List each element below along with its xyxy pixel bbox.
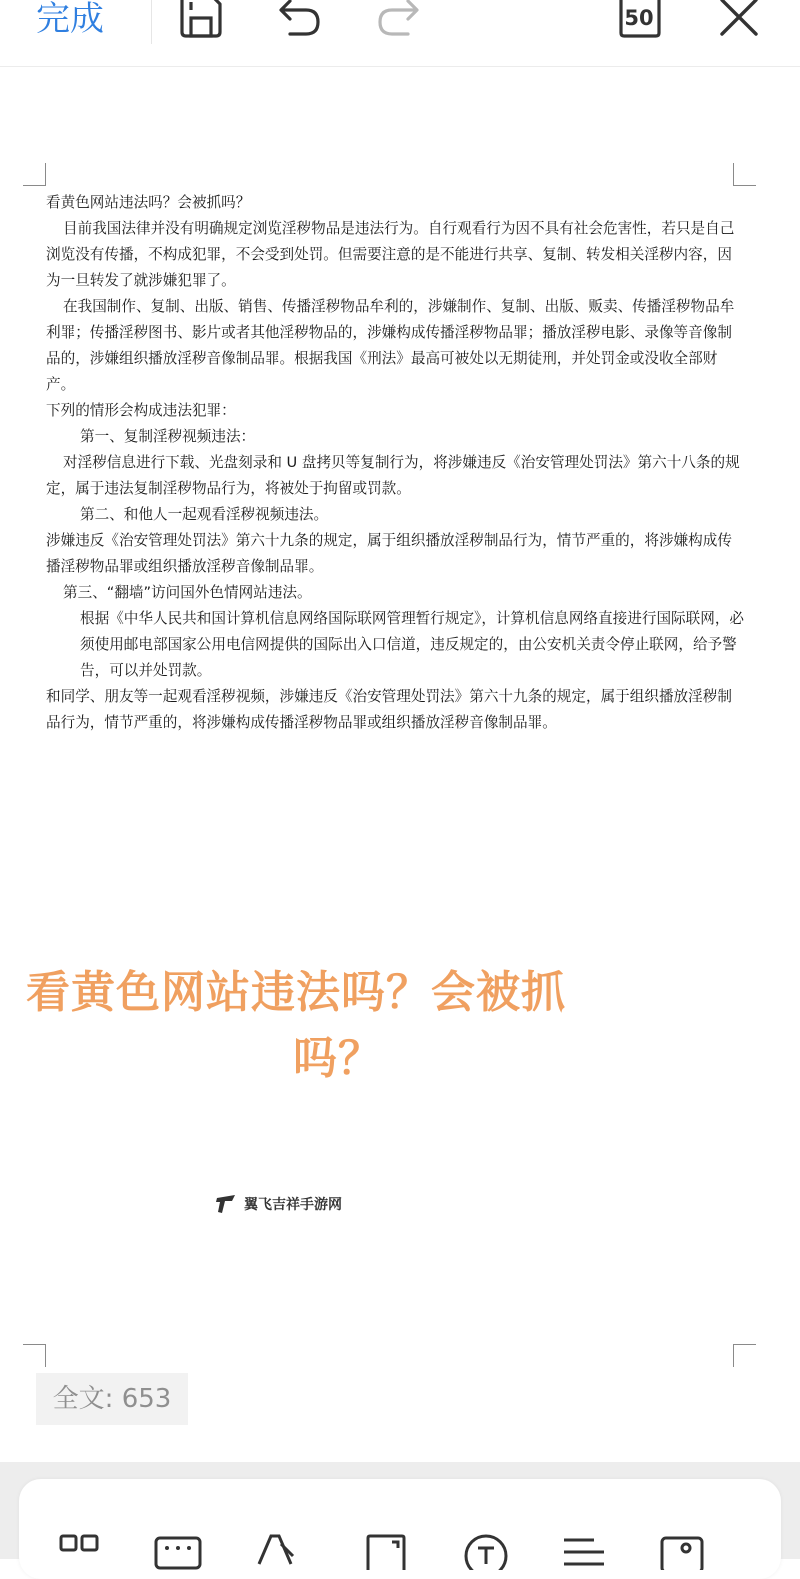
watermark-text: 翼飞吉祥手游网 — [244, 1197, 342, 1213]
document-body[interactable] — [46, 190, 746, 736]
top-toolbar — [0, 0, 800, 67]
save-icon[interactable] — [177, 0, 225, 44]
watermark-logo-icon — [214, 1192, 238, 1216]
paragraph: 根据《中华人民共和国计算机信息网络国际联网管理暂行规定》，计算机信息网络直接进行国际联网，必须使用邮电部国家公用电信网提供的国际出入口信道，违反规定的，由公安机关责令停止联网，给予警告，可以并处罚款。 — [80, 610, 745, 679]
paragraph: 涉嫌违反《治安管理处罚法》第六十九条的规定，属于组织播放淫秽制品行为，情节严重的，将涉嫌构成传播淫秽物品罪或组织播放淫秽音像制品罪。 — [46, 532, 732, 575]
undo-icon[interactable] — [276, 0, 324, 44]
image-icon[interactable] — [658, 1530, 706, 1570]
page-corner-marker — [733, 1344, 756, 1367]
redo-icon[interactable] — [374, 0, 422, 44]
paragraph: 对淫秽信息进行下载、光盘刻录和 U 盘拷贝等复制行为，将涉嫌违反《治安管理处罚法》第六十八条的规定，属于违法复制淫秽物品行为，将被处于拘留或罚款。 — [46, 454, 740, 497]
word-count-badge: 全文: 653 — [36, 1373, 188, 1425]
page-corner-marker — [733, 163, 756, 186]
pages-icon[interactable] — [618, 0, 662, 44]
paragraph: 第一、复制淫秽视频违法： — [80, 428, 256, 445]
document-title: 看黄色网站违法吗？会被抓吗？ — [46, 194, 251, 211]
text-box-icon[interactable] — [462, 1530, 510, 1570]
document-page[interactable] — [0, 67, 800, 1467]
page-count: 50 — [624, 6, 654, 30]
page-corner-marker — [23, 163, 46, 186]
keyboard-icon[interactable] — [154, 1530, 202, 1570]
paragraph: 目前我国法律并没有明确规定浏览淫秽物品是违法行为。自行观看行为因不具有社会危害性，若只是自己浏览没有传播，不构成犯罪，不会受到处罚。但需要注意的是不能进行共享、复制、转发相关淫秽内容，因为一旦转发了就涉嫌犯罪了。 — [46, 220, 735, 289]
close-icon[interactable] — [716, 0, 764, 44]
headline-line-1: 看黄色网站违法吗？会被抓 — [26, 967, 566, 1018]
page-corner-marker — [23, 1344, 46, 1367]
insert-shape-icon[interactable] — [364, 1530, 412, 1570]
paragraph: 和同学、朋友等一起观看淫秽视频，涉嫌违反《治安管理处罚法》第六十九条的规定，属于组织播放淫秽制品行为，情节严重的，将涉嫌构成传播淫秽物品罪或组织播放淫秽音像制品罪。 — [46, 688, 732, 731]
paragraph: 第二、和他人一起观看淫秽视频违法。 — [80, 506, 329, 523]
paragraph: 第三、“翻墙”访问国外色情网站违法。 — [63, 584, 312, 601]
paragraph: 下列的情形会构成违法犯罪： — [46, 402, 236, 419]
layout-icon[interactable] — [56, 1530, 104, 1570]
format-icon[interactable] — [251, 1530, 299, 1570]
paragraph: 在我国制作、复制、出版、销售、传播淫秽物品牟利的，涉嫌制作、复制、出版、贩卖、传播淫秽物品牟利罪；传播淫秽图书、影片或者其他淫秽物品的，涉嫌构成传播淫秽物品罪；播放淫秽电影、录像等音像制品的，涉嫌组织播放淫秽音像制品罪。根据我国《刑法》最高可被处以无期徒刑，并处罚金或没收全部财产。 — [46, 298, 735, 393]
done-button[interactable]: 完成 — [36, 0, 104, 39]
watermark — [214, 1191, 342, 1217]
toolbar-divider — [151, 0, 152, 44]
paragraph-align-icon[interactable] — [560, 1530, 608, 1570]
headline-line-2: 吗？ — [293, 1033, 383, 1084]
